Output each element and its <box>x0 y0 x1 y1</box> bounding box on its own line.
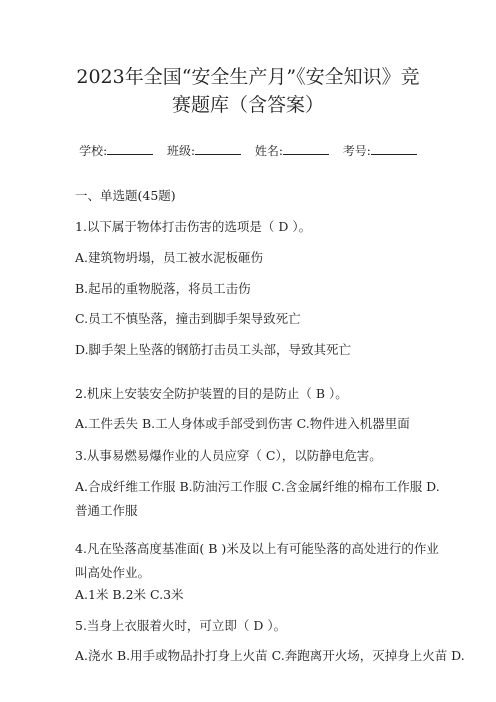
exam-number-blank <box>371 143 417 155</box>
question-3-stem: 3.从事易燃易爆作业的人员应穿（ C），以防静电危害。 <box>75 448 382 463</box>
school-label: 学校: <box>79 144 108 158</box>
class-blank <box>195 143 241 155</box>
class-label: 班级: <box>167 144 196 158</box>
question-1-option-c: C.员工不慎坠落，撞击到脚手架导致死亡 <box>75 311 301 326</box>
question-2-stem: 2.机床上安装安全防护装置的目的是防止（ B ）。 <box>75 386 348 401</box>
name-blank <box>283 143 329 155</box>
question-4-options: A.1米 B.2米 C.3米 <box>75 587 184 602</box>
document-title-line-1: 2023年全国“安全生产月”《安全知识》竞 <box>76 66 420 88</box>
section-heading: 一、单选题(45题) <box>75 188 176 203</box>
question-1-option-d: D.脚手架上坠落的钢筋打击员工头部，导致其死亡 <box>75 342 352 357</box>
question-5-options: A.浇水 B.用手或物品扑打身上火苗 C.奔跑离开火场，灭掉身上火苗 D. <box>75 648 465 663</box>
question-1-stem: 1.以下属于物体打击伤害的选项是（ D ）。 <box>75 219 312 234</box>
student-info-row <box>0 142 496 159</box>
name-label: 姓名: <box>254 144 283 158</box>
question-1-option-b: B.起吊的重物脱落，将员工击伤 <box>75 281 251 296</box>
exam-number-label: 考号: <box>342 144 371 158</box>
document-title-line-2: 赛题库（含答案） <box>171 94 324 116</box>
question-3-options: A.合成纤维工作服 B.防油污工作服 C.含金属纤维的棉布工作服 D.普通工作服 <box>75 479 440 518</box>
question-1-option-a: A.建筑物坍塌，员工被水泥板砸伤 <box>75 250 264 265</box>
question-2-options: A.工件丢失 B.工人身体或手部受到伤害 C.物件进入机器里面 <box>75 416 410 431</box>
question-5-stem: 5.当身上衣服着火时，可立即（ D ）。 <box>75 618 287 633</box>
question-4-stem: 4.凡在坠落高度基准面( B )米及以上有可能坠落的高处进行的作业叫高处作业。 <box>75 541 439 580</box>
school-blank <box>107 143 153 155</box>
